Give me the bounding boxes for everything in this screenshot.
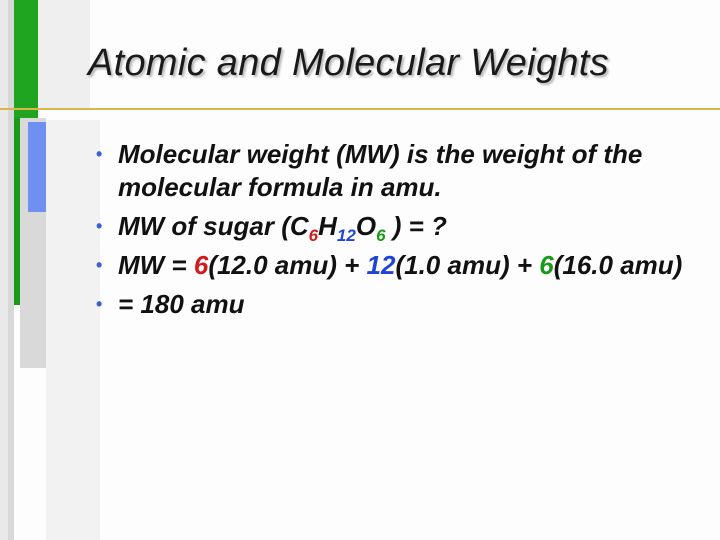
bullet-icon: • bbox=[96, 294, 103, 314]
bullet-icon: • bbox=[96, 144, 103, 164]
bullet-icon: • bbox=[96, 216, 103, 236]
bullet-text bbox=[118, 249, 696, 282]
bullet-text bbox=[118, 210, 696, 243]
subscript-hydrogen: 12 bbox=[336, 226, 356, 245]
bullet-item-molecular-weight bbox=[96, 138, 696, 204]
calc-part-3: (1.0 amu) + bbox=[395, 250, 540, 280]
decor-bar-grey bbox=[0, 0, 8, 540]
calc-part-1: MW = bbox=[118, 250, 194, 280]
calc-part-2: (12.0 amu) + bbox=[208, 250, 367, 280]
bullet-item-result bbox=[96, 288, 696, 321]
decor-block-grey-top bbox=[38, 0, 90, 110]
formula-suffix: ) = ? bbox=[385, 211, 447, 241]
subscript-oxygen: 6 bbox=[376, 226, 386, 245]
decor-block-grey-bottom bbox=[46, 120, 100, 540]
calc-part-4: (16.0 amu) bbox=[553, 250, 683, 280]
subscript-carbon: 6 bbox=[308, 226, 319, 245]
count-hydrogen: 12 bbox=[366, 250, 396, 280]
decor-bar-green-edge bbox=[14, 118, 20, 305]
element-oxygen: O bbox=[355, 211, 377, 241]
count-oxygen: 6 bbox=[539, 250, 554, 280]
bullet-text: = 180 amu bbox=[118, 289, 245, 319]
count-carbon: 6 bbox=[193, 250, 209, 280]
bullet-icon: • bbox=[96, 255, 103, 275]
bullet-text: Molecular weight (MW) is the weight of the molecular formula in amu. bbox=[118, 139, 643, 202]
bullet-item-sugar bbox=[96, 210, 696, 243]
slide-title: Atomic and Molecular Weights bbox=[88, 42, 609, 84]
title-divider bbox=[0, 108, 720, 110]
element-hydrogen: H bbox=[318, 211, 337, 241]
bullet-item-calculation bbox=[96, 249, 696, 282]
bullet-list bbox=[96, 138, 696, 327]
formula-prefix: MW of sugar (C bbox=[118, 211, 309, 241]
